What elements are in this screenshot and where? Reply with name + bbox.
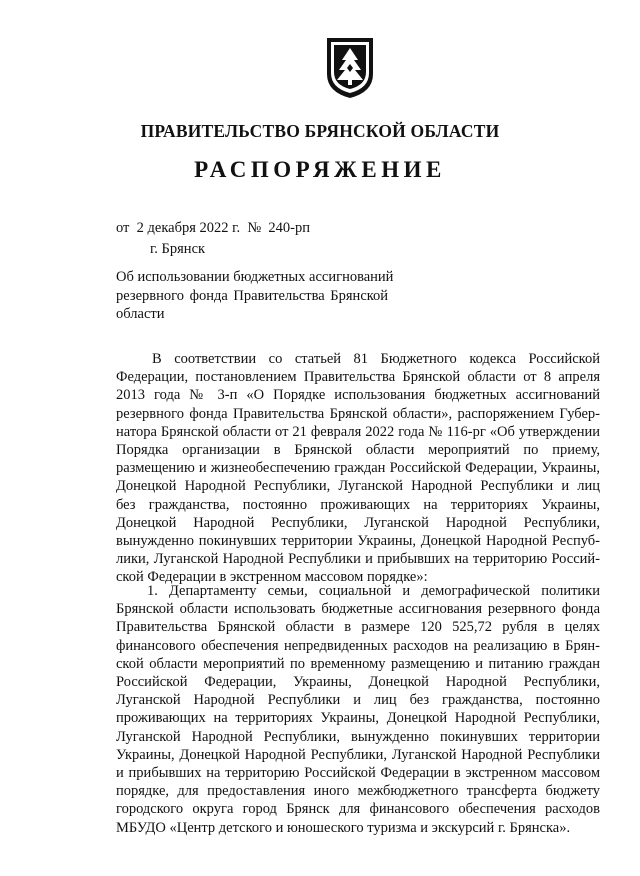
document-subject	[116, 268, 406, 324]
preamble-line: вынужденно покинувших территории Украины, Донецкой Народной Респуб-	[116, 533, 600, 550]
preamble-paragraph	[116, 350, 600, 587]
preamble-line: Донецкой Народной Республики, Луганской Народной Республики и лиц	[116, 478, 600, 495]
document-type-title: РАСПОРЯЖЕНИЕ	[194, 157, 446, 182]
coat-of-arms-icon	[323, 34, 377, 100]
date-number-line: от 2 декабря 2022 г. № 240-рп	[116, 220, 311, 236]
item-1-line: финансового обеспечения непредвиденных расходов на реализацию в Брян-	[116, 637, 600, 654]
item-1-paragraph	[116, 582, 600, 837]
preamble-line: В соответствии со статьей 81 Бюджетного кодекса Российской	[152, 351, 600, 367]
item-1-line: и прибывших на территорию Российской Федерации в экстренном массовом	[116, 765, 600, 782]
preamble-line: лики, Луганской Народной Республики и прибывших на территорию Россий-	[116, 551, 600, 568]
preamble-line: 2013 года № 3-п «О Порядке использования бюджетных ассигнований	[116, 387, 600, 404]
item-1-line: проживающих на территориях Украины, Донецкой Народной Республики,	[116, 710, 600, 727]
item-1-line: Правительства Брянской области в размере 120 525,72 рубля в целях	[116, 619, 600, 636]
item-1-line: Луганской Народной Республики, вынужденно покинувших территории	[116, 728, 600, 745]
item-1-line: Украины, Донецкой Народной Республики, Луганской Народной Республики	[116, 746, 600, 763]
preamble-line: резервного фонда Правительства Брянской области», распоряжением Губер-	[116, 405, 600, 422]
preamble-line: ской Федерации в экстренном массовом порядке»:	[116, 569, 428, 586]
item-1-line: ской области мероприятий по временному размещению и питанию граждан	[116, 655, 600, 672]
item-1-line: порядке, для предоставления иного межбюджетного трансферта бюджету	[116, 783, 600, 800]
item-1-line: Российской Федерации, Украины, Донецкой Народной Республики,	[116, 674, 600, 691]
preamble-line: Порядка организации в Брянской области мероприятий по приему,	[116, 442, 600, 459]
preamble-line: без гражданства, постоянно проживающих на территориях Украины,	[116, 496, 600, 513]
item-1-line: городского округа город Брянск для финансового обеспечения расходов	[116, 801, 600, 818]
preamble-line: Донецкой Народной Республики, Луганской Народной Республики,	[116, 514, 600, 531]
organization-heading: ПРАВИТЕЛЬСТВО БРЯНСКОЙ ОБЛАСТИ	[140, 121, 500, 141]
subject-line: резервного фонда Правительства Брянской	[116, 287, 389, 304]
item-1-line: 1. Департаменту семьи, социальной и демографической политики	[147, 583, 600, 599]
preamble-line: размещению и жизнеобеспечению граждан Российской Федерации, Украины,	[116, 460, 600, 477]
subject-line: Об использовании бюджетных ассигнований	[116, 269, 394, 285]
subject-line: области	[116, 306, 165, 322]
item-1-line: Брянской области использовать бюджетные ассигнования резервного фонда	[116, 601, 600, 618]
preamble-line: натора Брянской области от 21 февраля 2022 года № 116-рг «Об утверждении	[116, 423, 600, 440]
preamble-line: Федерации, постановлением Правительства Брянской области от 8 апреля	[116, 369, 600, 386]
item-1-line: Луганской Народной Республики и лиц без гражданства, постоянно	[116, 692, 600, 709]
item-1-line: МБУДО «Центр детского и юношеского туризма и экскурсий г. Брянска».	[116, 819, 571, 836]
city-line: г. Брянск	[150, 241, 206, 257]
